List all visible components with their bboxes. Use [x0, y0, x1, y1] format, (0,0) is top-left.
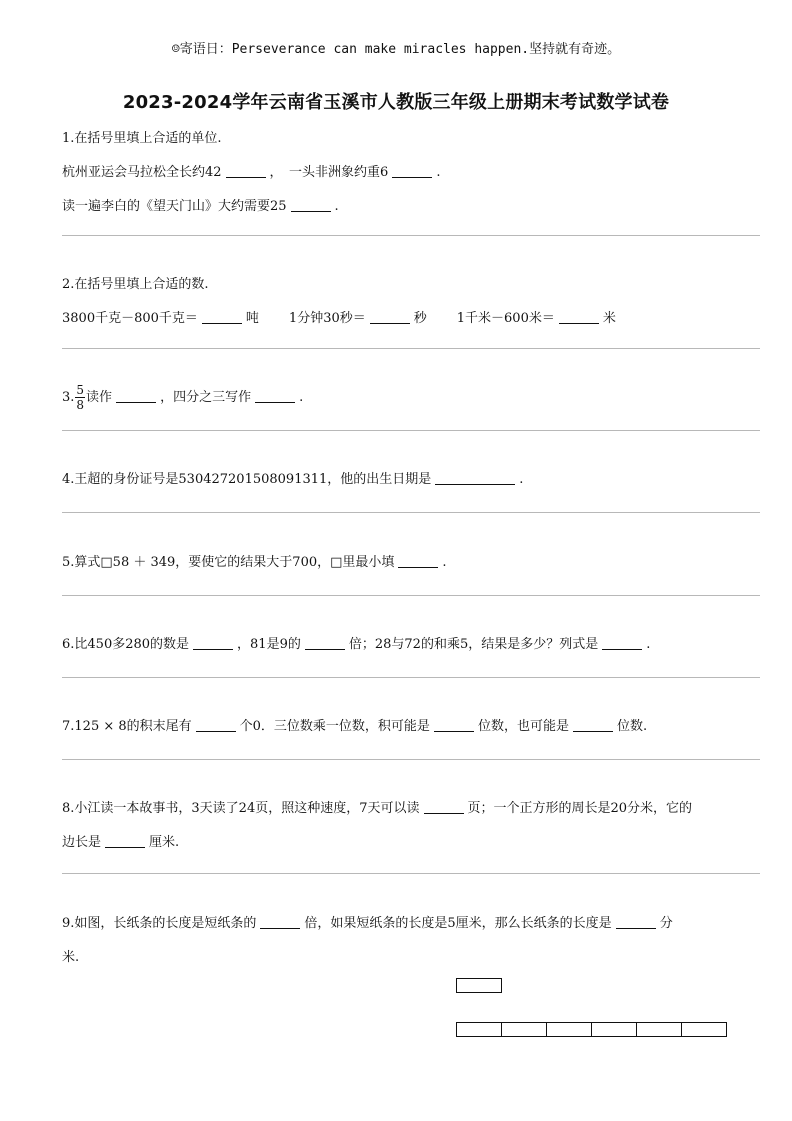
- answer-blank[interactable]: [392, 163, 432, 178]
- answer-blank[interactable]: [260, 914, 300, 929]
- answer-blank[interactable]: [305, 635, 345, 650]
- q3-text-b: ，四分之三写作: [160, 390, 252, 405]
- q6-text-a: 6.比450多280的数是: [62, 637, 190, 652]
- strip-segment-mark: [681, 1023, 682, 1036]
- answer-blank[interactable]: [105, 833, 145, 848]
- divider: [62, 512, 760, 513]
- q7-text-b: 个0．三位数乘一位数，积可能是: [239, 719, 430, 734]
- question-2-line-2: [62, 302, 742, 336]
- q7-text-a: 7.125 × 8的积末尾有: [62, 719, 192, 734]
- answer-blank[interactable]: [202, 309, 242, 324]
- question-8-line-1: [62, 792, 742, 826]
- question-1-line-3: [62, 190, 742, 224]
- q6-text-d: .: [646, 637, 651, 652]
- question-8-line-2: [62, 826, 742, 860]
- q1-text-e: .: [334, 199, 339, 214]
- q8-text-c: 边长是: [62, 835, 102, 850]
- q3-text-c: .: [299, 390, 304, 405]
- answer-blank[interactable]: [398, 553, 438, 568]
- q8-text-b: 页；一个正方形的周长是20分米，它的: [467, 801, 693, 816]
- question-1-stem: 1.在括号里填上合适的单位.: [62, 131, 222, 146]
- divider: [62, 430, 760, 431]
- question-5: [62, 546, 742, 580]
- page-title: 2023-2024学年云南省玉溪市人教版三年级上册期末考试数学试卷: [122, 92, 670, 113]
- answer-blank[interactable]: [291, 197, 331, 212]
- answer-blank[interactable]: [226, 163, 266, 178]
- answer-blank[interactable]: [559, 309, 599, 324]
- q5-text-b: .: [442, 555, 447, 570]
- answer-blank[interactable]: [370, 309, 410, 324]
- q3-text-a: 读作: [86, 390, 113, 405]
- q3-number: 3.: [62, 390, 75, 405]
- q9-text-a: 9.如图，长纸条的长度是短纸条的: [62, 916, 257, 931]
- strip-segment-mark: [546, 1023, 547, 1036]
- q7-text-d: 位数.: [616, 719, 648, 734]
- q2-text-f: 米: [602, 311, 616, 326]
- q4-text-a: 4.王超的身份证号是530427201508091311，他的出生日期是: [62, 472, 432, 487]
- q8-text-a: 8.小江读一本故事书，3天读了24页，照这种速度，7天可以读: [62, 801, 420, 816]
- strip-segment-mark: [636, 1023, 637, 1036]
- question-3: [62, 381, 742, 415]
- strip-segment-mark: [501, 1023, 502, 1036]
- divider: [62, 235, 760, 236]
- question-1-line-2: [62, 156, 742, 190]
- divider: [62, 759, 760, 760]
- q1-text-d: 读一遍李白的《望天门山》大约需要25: [62, 199, 287, 214]
- fraction-denominator: 8: [76, 398, 85, 412]
- long-paper-strip: [456, 1022, 727, 1037]
- q6-text-b: ，81是9的: [237, 637, 301, 652]
- question-7: [62, 710, 742, 744]
- question-8: [62, 792, 742, 860]
- question-2: [62, 268, 742, 336]
- answer-blank[interactable]: [434, 717, 474, 732]
- divider: [62, 348, 760, 349]
- motto-banner: ☺寄语日：Perseverance can make miracles happen.坚持就有奇迹。: [171, 42, 621, 57]
- q1-text-b: ， 一头非洲象约重6: [269, 165, 389, 180]
- q2-text-d: 秒: [413, 311, 427, 326]
- question-9-line-1: [62, 907, 742, 941]
- q9-text-b: 倍，如果短纸条的长度是5厘米，那么长纸条的长度是: [304, 916, 612, 931]
- divider: [62, 677, 760, 678]
- question-4: [62, 463, 742, 497]
- answer-blank[interactable]: [193, 635, 233, 650]
- q2-text-e: 1千米－600米＝: [456, 311, 555, 326]
- answer-blank[interactable]: [424, 799, 464, 814]
- answer-blank[interactable]: [255, 388, 295, 403]
- q2-text-b: 吨: [245, 311, 259, 326]
- question-6: [62, 628, 742, 662]
- fraction: [75, 383, 85, 412]
- short-paper-strip: [456, 978, 502, 993]
- answer-blank[interactable]: [435, 470, 515, 485]
- q7-text-c: 位数，也可能是: [477, 719, 569, 734]
- q1-text-a: 杭州亚运会马拉松全长约42: [62, 165, 222, 180]
- question-9-line-2: 米.: [62, 950, 80, 965]
- divider: [62, 873, 760, 874]
- strip-segment-mark: [591, 1023, 592, 1036]
- q6-text-c: 倍；28与72的和乘5，结果是多少？列式是: [348, 637, 599, 652]
- q2-text-c: 1分钟30秒＝: [288, 311, 366, 326]
- answer-blank[interactable]: [196, 717, 236, 732]
- divider: [62, 595, 760, 596]
- answer-blank[interactable]: [116, 388, 156, 403]
- question-1: [62, 122, 742, 224]
- q5-text-a: 5.算式□58 ＋ 349，要使它的结果大于700，□里最小填: [62, 555, 395, 570]
- q1-text-c: .: [436, 165, 441, 180]
- q8-text-d: 厘米.: [149, 835, 180, 850]
- answer-blank[interactable]: [616, 914, 656, 929]
- q2-text-a: 3800千克－800千克＝: [62, 311, 198, 326]
- fraction-numerator: 5: [76, 383, 85, 397]
- answer-blank[interactable]: [573, 717, 613, 732]
- question-2-stem: 2.在括号里填上合适的数.: [62, 277, 209, 292]
- q4-text-b: .: [519, 472, 524, 487]
- q9-text-c: 分: [659, 916, 673, 931]
- answer-blank[interactable]: [602, 635, 642, 650]
- question-9: [62, 907, 742, 975]
